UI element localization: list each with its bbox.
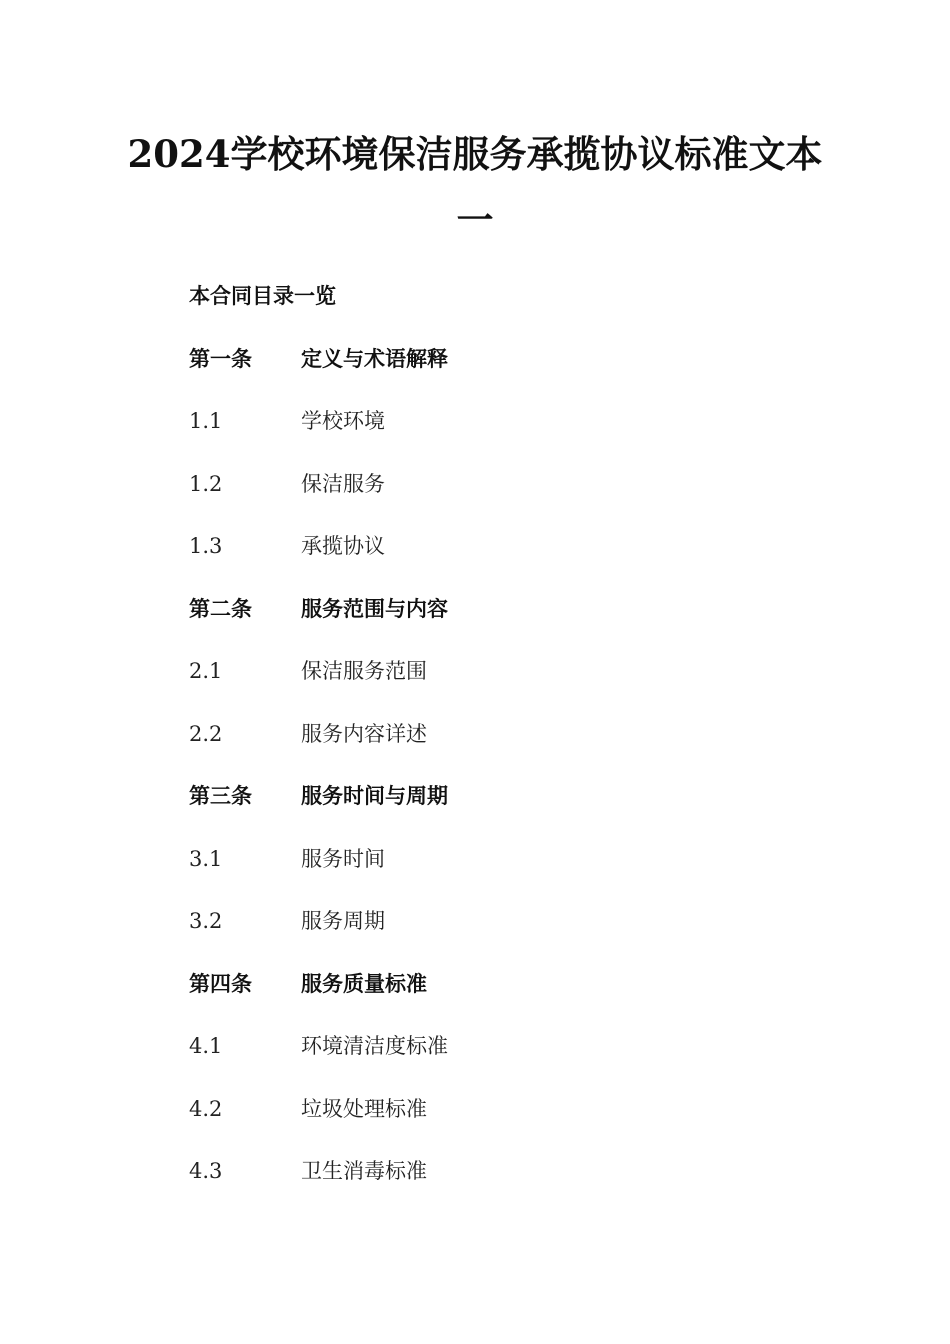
- toc-article-row: [189, 589, 889, 652]
- toc-subsection-row: [189, 526, 889, 589]
- toc-subsection-row: [189, 401, 889, 464]
- toc-subsection-row: [189, 651, 889, 714]
- toc-entry-number: 第三条: [189, 783, 252, 808]
- toc-entry-label: 服务时间: [301, 846, 385, 871]
- toc-entry-label: 保洁服务范围: [301, 659, 427, 683]
- toc-article-row: [189, 339, 889, 402]
- toc-entry-number: 第四条: [189, 970, 252, 996]
- toc-entry-label: 服务周期: [301, 909, 385, 933]
- toc-subsection-row: [189, 714, 889, 777]
- toc-entry-label: 承揽协议: [301, 534, 385, 558]
- toc-entry-number: 4.2: [189, 1096, 223, 1121]
- toc-article-row: [189, 964, 889, 1027]
- toc-article-row: [189, 776, 889, 839]
- toc-entry-label: 卫生消毒标准: [301, 1159, 427, 1183]
- toc-subsection-row: [189, 1151, 889, 1214]
- toc-entry-number: 3.2: [189, 909, 223, 933]
- toc-subsection-row: [189, 1089, 889, 1152]
- toc-entry-label: 服务内容详述: [301, 721, 427, 746]
- toc-entry-number: 3.1: [189, 846, 223, 871]
- toc-entry-number: 4.1: [189, 1034, 223, 1058]
- toc-entry-number: 2.2: [189, 721, 223, 746]
- toc-entry-label: 服务时间与周期: [301, 783, 448, 808]
- toc-entry-label: 环境清洁度标准: [301, 1034, 448, 1058]
- toc-subsection-row: [189, 901, 889, 964]
- toc-entry-number: 2.1: [189, 659, 223, 683]
- toc-entry-label: 学校环境: [301, 409, 385, 433]
- toc-entry-label: 垃圾处理标准: [301, 1096, 427, 1121]
- toc-entry-number: 4.3: [189, 1159, 223, 1183]
- toc-subsection-row: [189, 839, 889, 902]
- document-title: 2024学校环境保洁服务承揽协议标准文本: [127, 132, 823, 176]
- toc-entry-label: 服务质量标准: [301, 970, 427, 996]
- toc-entry-number: 第一条: [189, 345, 252, 371]
- toc-entry-label: 服务范围与内容: [301, 595, 448, 621]
- toc-entry-number: 1.2: [189, 471, 223, 496]
- toc-list: [189, 339, 889, 1214]
- toc-heading: 本合同目录一览: [189, 283, 336, 308]
- table-of-contents: [189, 276, 889, 1214]
- document-title-continued: 一: [456, 198, 494, 242]
- toc-entry-label: 保洁服务: [301, 471, 385, 496]
- toc-entry-label: 定义与术语解释: [301, 345, 448, 371]
- toc-entry-number: 1.3: [189, 534, 223, 558]
- toc-subsection-row: [189, 464, 889, 527]
- toc-subsection-row: [189, 1026, 889, 1089]
- toc-entry-number: 第二条: [189, 595, 252, 621]
- toc-entry-number: 1.1: [189, 409, 223, 433]
